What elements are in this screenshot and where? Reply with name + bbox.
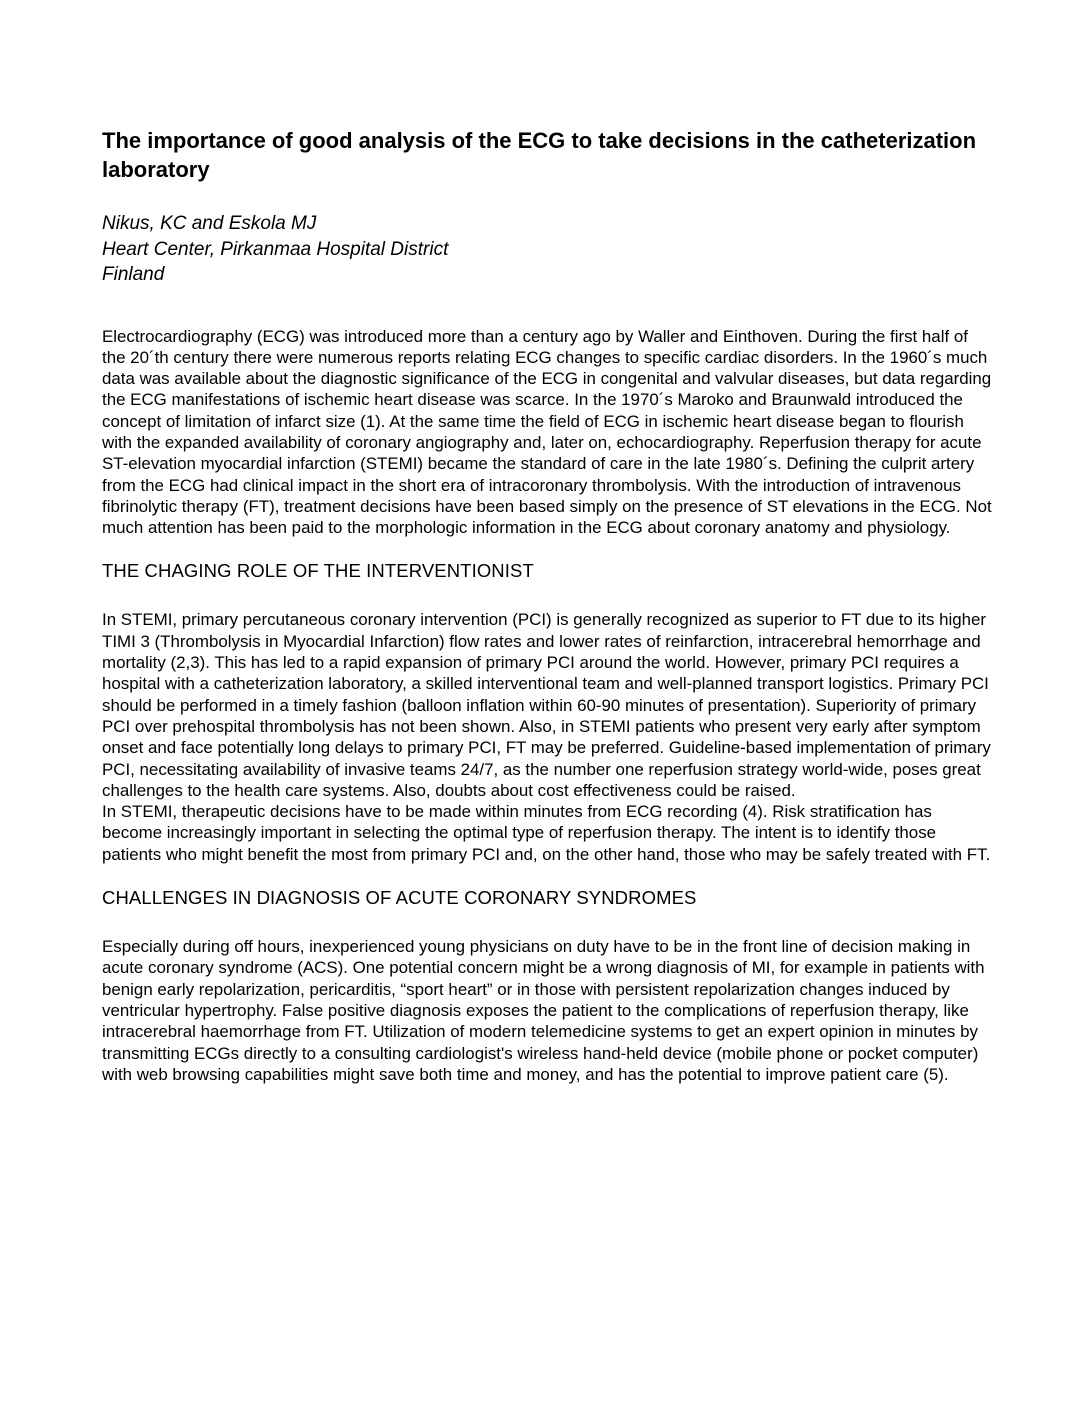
document-page (102, 126, 992, 1085)
section2-paragraph-1: Especially during off hours, inexperienced young physicians on duty have to be in the front line of decision making in acute coronary syndrome (ACS). One potential concern might be a wrong diagnosis of MI, for example in patients with benign early repolarization, pericarditis, “sport heart” or in those with persistent repolarization changes induced by ventricular hypertrophy. False positive diagnosis exposes the patient to the complications of reperfusion therapy, like intracerebral haemorrhage from FT. Utilization of modern telemedicine systems to get an expert opinion in minutes by transmitting ECGs directly to a consulting cardiologist's wireless hand-held device (mobile phone or pocket computer) with web browsing capabilities might save both time and money, and has the potential to improve patient care (5). (102, 937, 985, 1084)
author-country: Finland (102, 264, 165, 285)
intro-paragraph: Electrocardiography (ECG) was introduced more than a century ago by Waller and Einthoven. During the first half of the 20´th century there were numerous reports relating ECG changes to specific cardiac disorders. In the 1960´s much data was available about the diagnostic significance of the ECG in congenital and valvular diseases, but data regarding the ECG manifestations of ischemic heart disease was scarce. In the 1970´s Maroko and Braunwald introduced the concept of limitation of infarct size (1). At the same time the field of ECG in ischemic heart disease began to flourish with the expanded availability of coronary angiography and, later on, echocardiography. Reperfusion therapy for acute ST-elevation myocardial infarction (STEMI) became the standard of care in the late 1980´s. Defining the culprit artery from the ECG had clinical impact in the short era of intracoronary thrombolysis. With the introduction of intravenous fibrinolytic therapy (FT), treatment decisions have been based simply on the presence of ST elevations in the ECG. Not much attention has been paid to the morphologic information in the ECG about coronary anatomy and physiology. (102, 326, 992, 538)
section1-paragraph-1: In STEMI, primary percutaneous coronary intervention (PCI) is generally recognized as superior to FT due to its higher TIMI 3 (Thrombolysis in Myocardial Infarction) flow rates and lower rates of reinfarction, intracerebral hemorrhage and mortality (2,3). This has led to a rapid expansion of primary PCI around the world. However, primary PCI requires a hospital with a catheterization laboratory, a skilled interventional team and well-planned transport logistics. Primary PCI should be performed in a timely fashion (balloon inflation within 60-90 minutes of presentation). Superiority of primary PCI over prehospital thrombolysis has not been shown. Also, in STEMI patients who present very early after symptom onset and face potentially long delays to primary PCI, FT may be preferred. Guideline-based implementation of primary PCI, necessitating availability of invasive teams 24/7, as the number one reperfusion strategy world-wide, poses great challenges to the health care systems. Also, doubts about cost effectiveness could be raised. (102, 610, 991, 800)
section-heading-interventionist: THE CHAGING ROLE OF THE INTERVENTIONIST (102, 560, 534, 582)
section1-paragraph-2: In STEMI, therapeutic decisions have to be made within minutes from ECG recording (4). Risk stratification has become increasingly important in selecting the optimal type of reperfusion therapy. The intent is to identify those patients who might benefit the most from primary PCI and, on the other hand, those who may be safely treated with FT. (102, 802, 991, 864)
author-affiliation: Heart Center, Pirkanmaa Hospital District (102, 238, 449, 260)
document-title: The importance of good analysis of the ECG to take decisions in the catheterization laboratory (102, 128, 977, 182)
author-block (102, 211, 992, 288)
section-heading-acs-challenges: CHALLENGES IN DIAGNOSIS OF ACUTE CORONARY SYNDROMES (102, 887, 697, 909)
author-names: Nikus, KC and Eskola MJ (102, 213, 317, 234)
